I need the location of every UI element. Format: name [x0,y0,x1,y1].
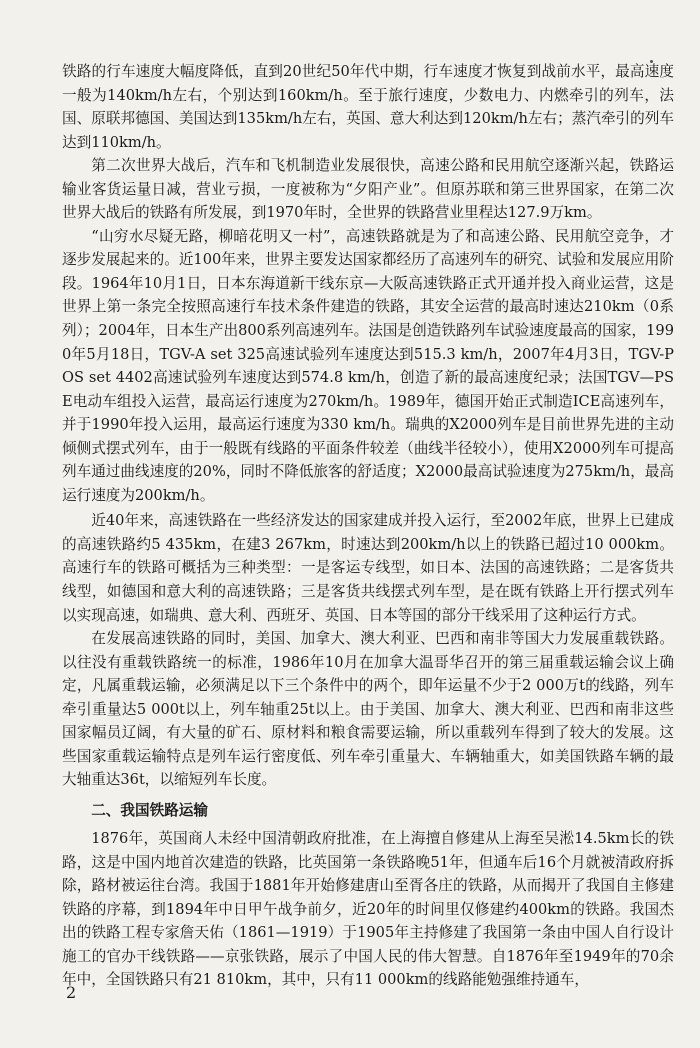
paragraph-high-speed-history: “山穷水尽疑无路，柳暗花明又一村”，高速铁路就是为了和高速公路、民用航空竞争，才逐步发展起来的。近100年来，世界主要发达国家都经历了高速列车的研究、试验和发展应用阶段。1964年10月1日，日本东海道新干线东京—大阪高速铁路正式开通并投入商业运营，这是世界上第一条完全按照高速行车技术条件建造的铁路，其安全运营的最高时速达210km（0系列）；2004年，日本生产出800系列高速列车。法国是创造铁路列车试验速度最高的国家，1990年5月18日，TGV-A set 325高速试验列车速度达到515.3 km/h，2007年4月3日，TGV-POS set 4402高速试验列车速度达到574.8 km/h，创造了新的最高速度纪录；法国TGV—PSE电动车组投入运营，最高运行速度为270km/h。1989年，德国开始正式制造ICE高速列车，并于1990年投入运用，最高运行速度为330 km/h。瑞典的X2000列车是目前世界先进的主动倾侧式摆式列车，由于一般既有线路的平面条件较差（曲线半径较小），使用X2000列车可提高列车通过曲线速度的20%，同时不降低旅客的舒适度；X2000最高试验速度为275km/h，最高运行速度为200km/h。 [62,227,674,504]
paragraph-continued: 铁路的行车速度大幅度降低，直到20世纪50年代中期，行车速度才恢复到战前水平，最高速度一般为140km/h左右，个别达到160km/h。至于旅行速度，少数电力、内燃牵引的列车，法国、原联邦德国、美国达到135km/h左右，英国、意大利达到120km/h左右；蒸汽牵引的列车达到110km/h。 [62,63,674,151]
paragraph-high-speed-types: 近40年来，高速铁路在一些经济发达的国家建成并投入运行，至2002年底，世界上已建成的高速铁路约5 435km，在建3 267km，时速达到200km/h以上的铁路已超过10 000km。高速行车的铁路可概括为三种类型：一是客运专线型，如日本、法国的高速铁路；二是客货共线型，如德国和意大利的高速铁路；三是客货共线摆式列车型，是在既有铁路上开行摆式列车以实现高速，如瑞典、意大利、西班牙、英国、日本等国的部分干线采用了这种运行方式。 [62,512,674,624]
section-heading: 二、我国铁路运输 [91,801,208,819]
paragraph-china-railway: 1876年，英国商人未经中国清朝政府批准，在上海擅自修建从上海至吴淞14.5km长的铁路，这是中国内地首次建造的铁路，比英国第一条铁路晚51年，但通车后16个月就被清政府拆除，路材被运往台湾。我国于1881年开始修建唐山至胥各庄的铁路，从而揭开了我国自主修建铁路的序幕，到1894年中日甲午战争前夕，近20年的时间里仅修建约400km的铁路。我国杰出的铁路工程专家詹天佑（1861—1919）于1905年主持修建了我国第一条由中国人自行设计施工的官办干线铁路——京张铁路，展示了中国人民的伟大智慧。自1876年至1949年的70余年中，全国铁路只有21 810km，其中，只有11 000km的线路能勉强维持通车， [62,829,674,989]
page-number: 2 [66,983,77,1002]
body-text [62,60,674,992]
paragraph-heavy-haul: 在发展高速铁路的同时，美国、加拿大、澳大利亚、巴西和南非等国大力发展重载铁路。以往没有重载铁路统一的标准，1986年10月在加拿大温哥华召开的第三届重载运输会议上确定，凡属重载运输，必须满足以下三个条件中的两个，即年运量不少于2 000万t的线路，列车牵引重量达5 000t以上，列车轴重25t以上。由于美国、加拿大、澳大利亚、巴西和南非这些国家幅员辽阔，有大量的矿石、原材料和粮食需要运输，所以重载列车得到了较大的发展。这些国家重载运输特点是列车运行密度低、列车牵引重量大、车辆轴重大，如美国铁路车辆的最大轴重达36t，以缩短列车长度。 [62,630,674,789]
paragraph-postwar: 第二次世界大战后，汽车和飞机制造业发展很快，高速公路和民用航空逐渐兴起，铁路运输业客货运量日减，营业亏损，一度被称为“夕阳产业”。但原苏联和第三世界国家，在第二次世界大战后的铁路有所发展，到1970年时，全世界的铁路营业里程达127.9万km。 [62,157,674,222]
